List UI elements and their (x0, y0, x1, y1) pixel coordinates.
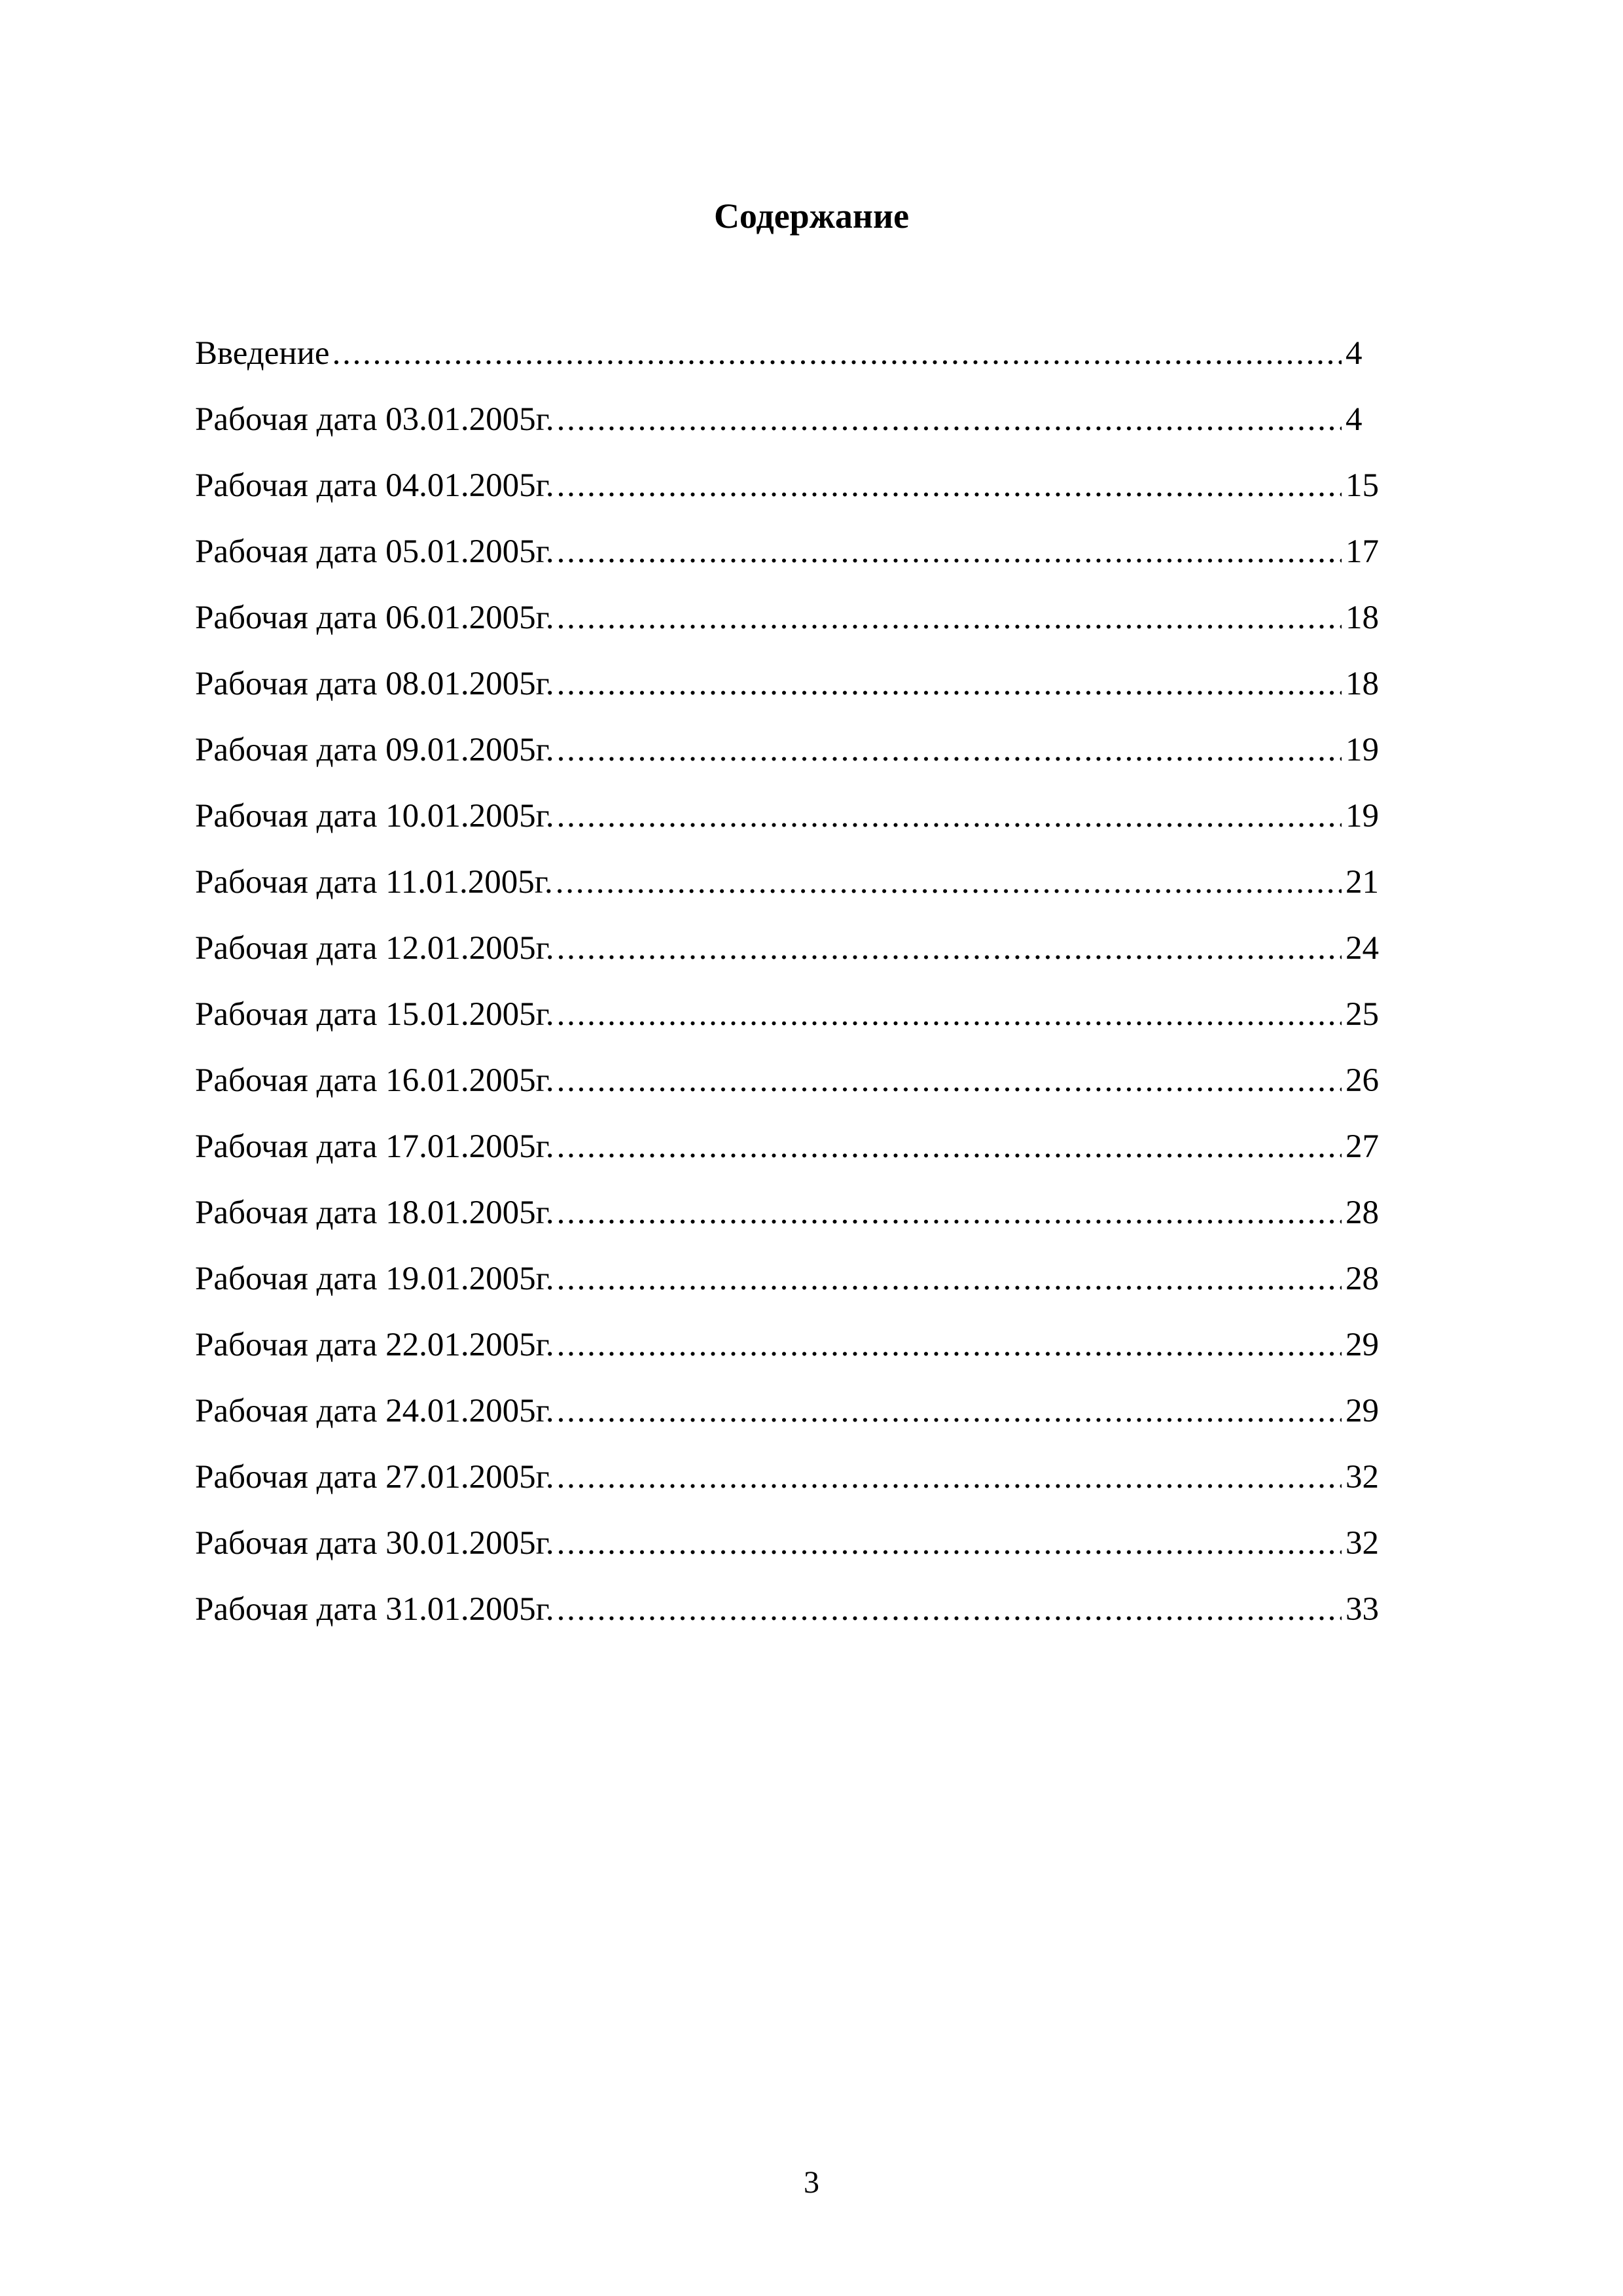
table-of-contents (195, 321, 1393, 1643)
toc-dot-leader (553, 850, 1342, 916)
toc-entry-label: Рабочая дата 31.01.2005г. (195, 1591, 554, 1628)
toc-entry[interactable] (195, 321, 1393, 387)
toc-entry-page: 19 (1346, 798, 1379, 834)
toc-dot-leader (554, 1048, 1342, 1114)
toc-entry-page: 29 (1346, 1393, 1379, 1429)
toc-entry-page: 28 (1346, 1194, 1379, 1231)
toc-entry[interactable] (195, 1444, 1393, 1511)
toc-entry[interactable] (195, 453, 1393, 519)
toc-entry-label: Рабочая дата 27.01.2005г. (195, 1459, 554, 1496)
toc-entry[interactable] (195, 1511, 1393, 1577)
toc-entry-label: Рабочая дата 03.01.2005г. (195, 401, 554, 438)
toc-entry-label: Рабочая дата 08.01.2005г. (195, 666, 554, 702)
page-title: Содержание (713, 196, 910, 236)
toc-dot-leader (554, 387, 1342, 453)
toc-dot-leader (554, 982, 1342, 1048)
toc-dot-leader (554, 916, 1342, 982)
toc-entry-page: 29 (1346, 1327, 1379, 1363)
toc-entry-label: Рабочая дата 24.01.2005г. (195, 1393, 554, 1429)
toc-entry[interactable] (195, 1378, 1393, 1444)
toc-entry-page: 28 (1346, 1261, 1379, 1297)
toc-dot-leader (554, 1114, 1342, 1180)
toc-entry[interactable] (195, 387, 1393, 453)
toc-entry-page: 15 (1346, 467, 1379, 504)
toc-dot-leader (554, 651, 1342, 717)
toc-dot-leader (554, 1378, 1342, 1444)
page-number: 3 (804, 2165, 819, 2200)
toc-entry-page: 24 (1346, 930, 1379, 967)
toc-entry-label: Рабочая дата 05.01.2005г. (195, 533, 554, 570)
toc-entry[interactable] (195, 982, 1393, 1048)
toc-entry[interactable] (195, 916, 1393, 982)
toc-entry[interactable] (195, 585, 1393, 651)
toc-entry-page: 17 (1346, 533, 1379, 570)
toc-dot-leader (554, 585, 1342, 651)
toc-dot-leader (554, 519, 1342, 585)
toc-entry-label: Рабочая дата 16.01.2005г. (195, 1062, 554, 1099)
toc-entry-label: Рабочая дата 10.01.2005г. (195, 798, 554, 834)
toc-entry[interactable] (195, 1180, 1393, 1246)
toc-dot-leader (554, 717, 1342, 783)
toc-entry[interactable] (195, 850, 1393, 916)
toc-entry-page: 19 (1346, 732, 1379, 768)
toc-dot-leader (554, 1312, 1342, 1378)
toc-entry-page: 18 (1346, 600, 1379, 636)
toc-entry[interactable] (195, 717, 1393, 783)
toc-entry-page: 21 (1346, 864, 1379, 901)
toc-entry-label: Рабочая дата 09.01.2005г. (195, 732, 554, 768)
toc-entry[interactable] (195, 1312, 1393, 1378)
toc-dot-leader (330, 321, 1342, 387)
toc-entry[interactable] (195, 1577, 1393, 1643)
toc-entry-label: Рабочая дата 22.01.2005г. (195, 1327, 554, 1363)
toc-entry-label: Рабочая дата 17.01.2005г. (195, 1128, 554, 1165)
toc-dot-leader (554, 453, 1342, 519)
toc-entry-label: Рабочая дата 12.01.2005г. (195, 930, 554, 967)
toc-entry-page: 26 (1346, 1062, 1379, 1099)
toc-entry-page: 18 (1346, 666, 1379, 702)
toc-entry-label: Рабочая дата 30.01.2005г. (195, 1525, 554, 1562)
toc-entry[interactable] (195, 519, 1393, 585)
toc-entry-page: 4 (1346, 401, 1363, 438)
toc-dot-leader (554, 1444, 1342, 1511)
toc-entry-page: 25 (1346, 996, 1379, 1033)
toc-dot-leader (554, 1180, 1342, 1246)
toc-entry-page: 4 (1346, 335, 1363, 372)
toc-dot-leader (554, 783, 1342, 850)
toc-dot-leader (554, 1246, 1342, 1312)
toc-entry-label: Введение (195, 335, 330, 372)
toc-entry[interactable] (195, 651, 1393, 717)
toc-entry[interactable] (195, 1246, 1393, 1312)
toc-entry-page: 27 (1346, 1128, 1379, 1165)
toc-entry[interactable] (195, 1048, 1393, 1114)
toc-entry[interactable] (195, 783, 1393, 850)
toc-entry-label: Рабочая дата 18.01.2005г. (195, 1194, 554, 1231)
toc-entry-page: 32 (1346, 1525, 1379, 1562)
toc-dot-leader (554, 1577, 1342, 1643)
toc-entry-label: Рабочая дата 04.01.2005г. (195, 467, 554, 504)
toc-entry-label: Рабочая дата 06.01.2005г. (195, 600, 554, 636)
toc-entry-label: Рабочая дата 15.01.2005г. (195, 996, 554, 1033)
toc-entry[interactable] (195, 1114, 1393, 1180)
toc-entry-page: 32 (1346, 1459, 1379, 1496)
toc-entry-label: Рабочая дата 11.01.2005г. (195, 864, 553, 901)
toc-dot-leader (554, 1511, 1342, 1577)
toc-entry-label: Рабочая дата 19.01.2005г. (195, 1261, 554, 1297)
toc-entry-page: 33 (1346, 1591, 1379, 1628)
